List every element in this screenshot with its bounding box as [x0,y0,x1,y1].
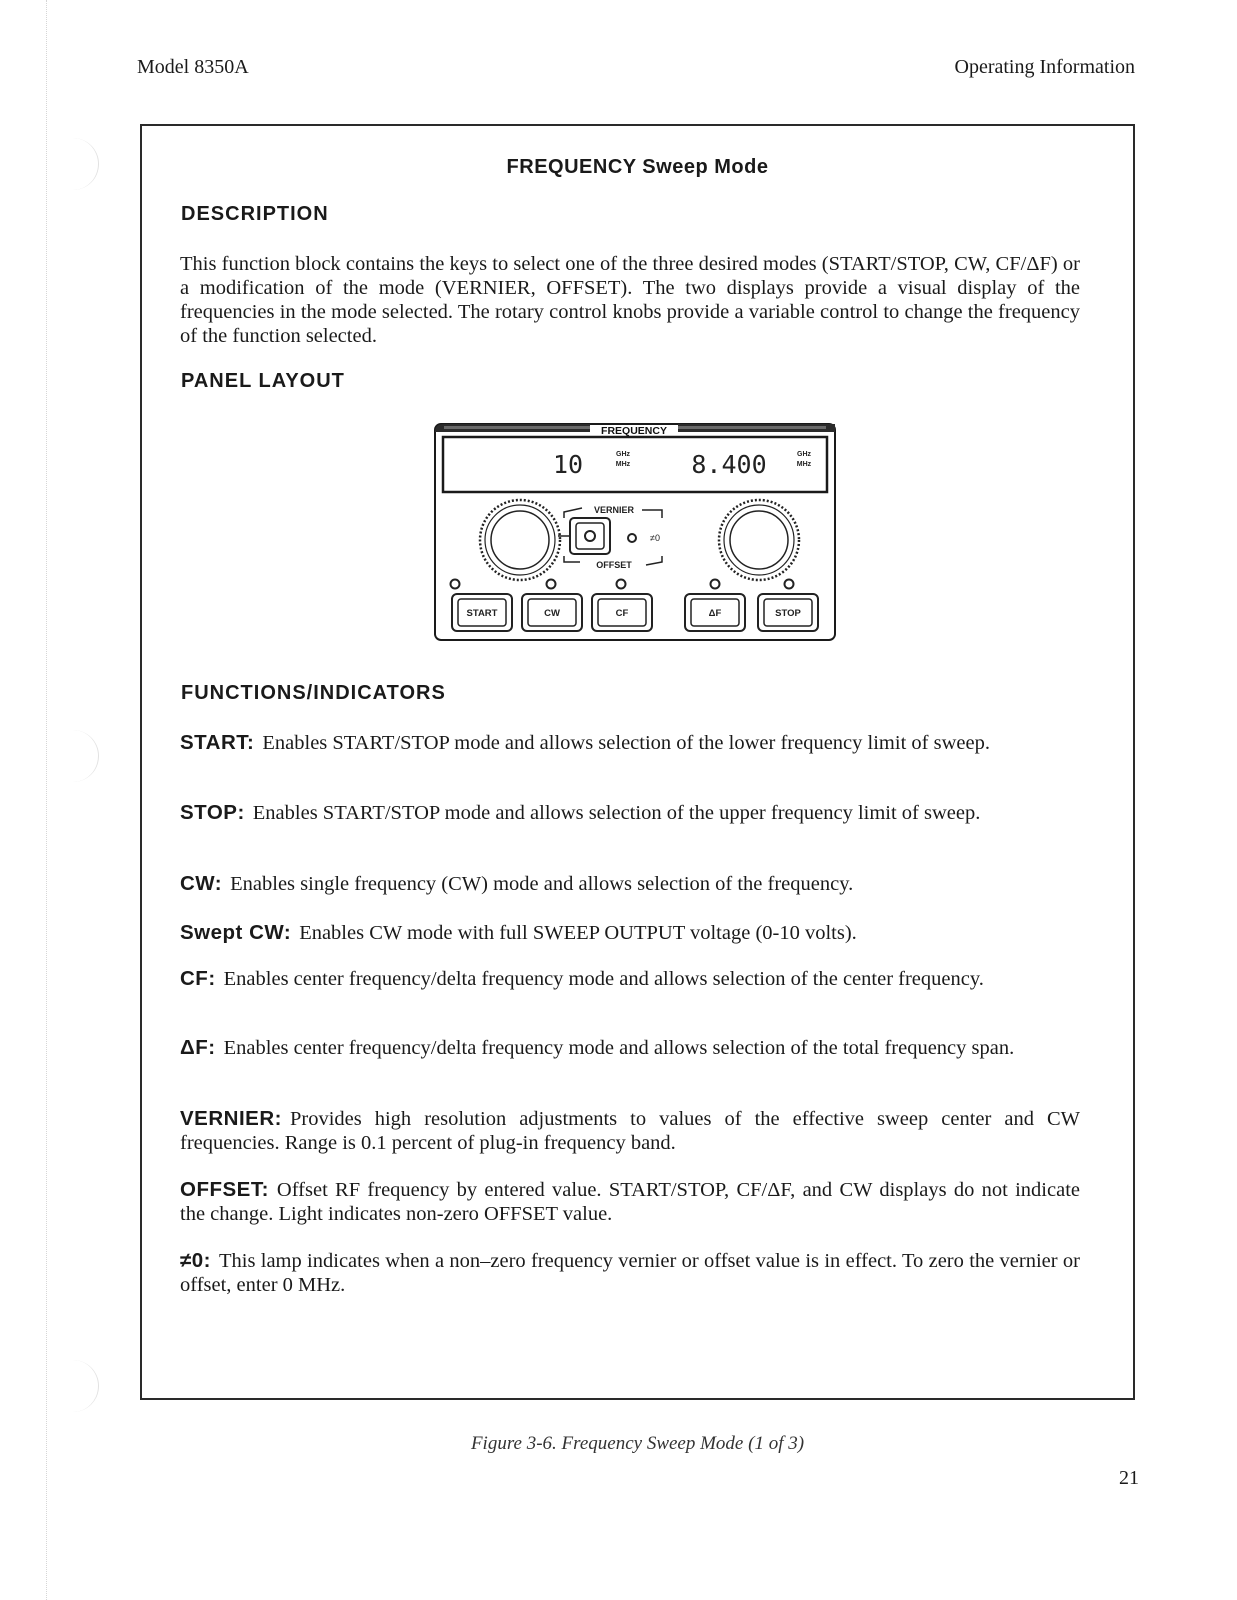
function-item-vernier [180,1107,1080,1155]
functions-heading: FUNCTIONS/INDICATORS [181,682,446,704]
right-unit-ghz: GHz [797,451,811,458]
running-head-model: Model 8350A [137,56,249,78]
offset-label: OFFSET [596,560,632,570]
nonzero-label: ≠0 [650,533,660,543]
left-unit-mhz: MHz [615,461,631,468]
figure-caption: Figure 3-6. Frequency Sweep Mode (1 of 3) [470,1433,805,1454]
function-label: CW: [180,872,223,895]
start-key-label: START [466,608,498,619]
function-item-swept-cw [180,921,1080,945]
function-item-start [180,731,1080,755]
function-text: Enables single frequency (CW) mode and allows selection of the frequency. [230,873,854,895]
panel-label: FREQUENCY [601,425,667,437]
cf-lamp [617,580,626,589]
function-text: Enables center frequency/delta frequency mode and allows selection of the total frequency span. [223,1037,1015,1059]
function-item-delta-f [180,1036,1080,1060]
function-item-stop [180,801,1080,825]
function-label: CF: [180,967,216,990]
function-label: VERNIER: [180,1107,282,1130]
frequency-panel [432,420,838,644]
function-label: Swept CW: [180,921,292,944]
function-item-nonzero [180,1249,1080,1297]
stop-key[interactable] [758,594,818,631]
function-text: Enables START/STOP mode and allows selection of the upper frequency limit of sweep. [252,802,981,824]
page-number: 21 [1119,1467,1139,1489]
vernier-label: VERNIER [593,505,635,515]
cw-key-label: CW [544,608,560,619]
punch-hole [64,730,99,782]
cf-key-label: CF [615,608,629,619]
punch-hole [64,138,99,190]
page-title: FREQUENCY Sweep Mode [506,156,769,178]
left-display-value: 10 [552,450,584,479]
left-unit-ghz: GHz [616,451,630,458]
stop-key-label: STOP [775,608,801,619]
running-head-section: Operating Information [954,56,1135,78]
function-item-cf [180,967,1080,991]
vernier-offset-key[interactable] [570,518,610,554]
stop-lamp [785,580,794,589]
start-lamp [451,580,460,589]
delta-f-key-label: ΔF [708,608,722,619]
binding-line [46,0,47,1600]
punch-hole [64,1360,99,1412]
function-text: Offset RF frequency by entered value. START/STOP, CF/ΔF, and CW displays do not indicate the change. Light indicates non-zero OFFSET value. [180,1179,1080,1225]
function-text: Enables START/STOP mode and allows selection of the lower frequency limit of sweep. [262,732,990,754]
right-unit-mhz: MHz [796,461,812,468]
start-key[interactable] [452,594,512,631]
panel-layout-heading: PANEL LAYOUT [181,370,345,392]
function-text: This lamp indicates when a non–zero frequency vernier or offset value is in effect. To zero the vernier or offset, enter 0 MHz. [180,1250,1080,1296]
delta-f-lamp [711,580,720,589]
right-display-value: 8.400 [691,450,767,479]
function-label: ΔF: [180,1036,216,1059]
function-text: Enables center frequency/delta frequency mode and allows selection of the center frequency. [223,968,984,990]
cw-key[interactable] [522,594,582,631]
function-text: Enables CW mode with full SWEEP OUTPUT voltage (0-10 volts). [299,922,857,944]
cf-key[interactable] [592,594,652,631]
delta-f-key[interactable] [685,594,745,631]
function-text: Provides high resolution adjustments to values of the effective sweep center and CW frequencies. Range is 0.1 percent of plug-in frequency band. [180,1108,1080,1154]
description-heading: DESCRIPTION [181,203,329,225]
function-label: ≠0: [180,1249,211,1272]
description-text: This function block contains the keys to select one of the three desired modes (START/STOP, CW, CF/ΔF) or a modification of the mode (VERNIER, OFFSET). The two displays provide a visual display of the frequencies in the mode selected. The rotary control knobs provide a variable control to change the frequency of the function selected. [180,253,1080,347]
function-item-cw [180,872,1080,896]
function-label: STOP: [180,801,245,824]
nonzero-lamp [628,534,636,542]
function-item-offset [180,1178,1080,1226]
function-label: START: [180,731,255,754]
cw-lamp [547,580,556,589]
function-label: OFFSET: [180,1178,269,1201]
